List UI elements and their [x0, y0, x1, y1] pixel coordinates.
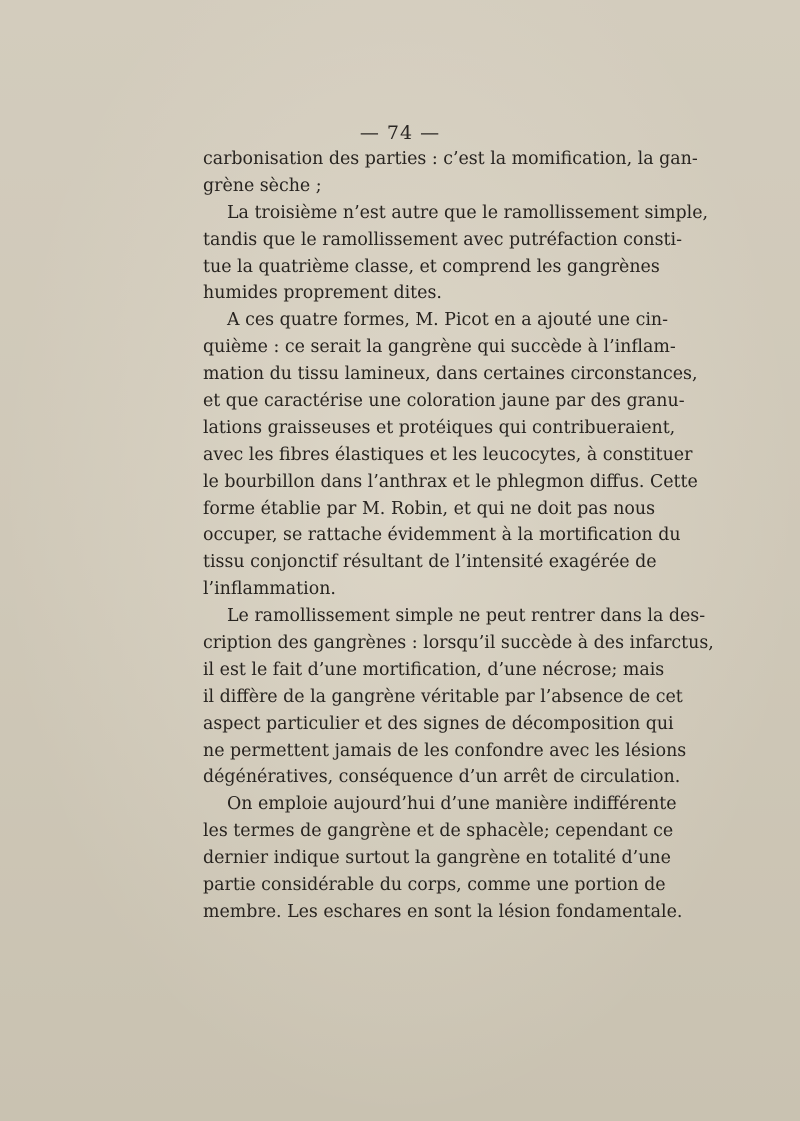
text-line: mation du tissu lamineux, dans certaines circonstances, — [203, 364, 698, 385]
text-line: ne permettent jamais de les confondre avec les lésions — [203, 740, 687, 761]
page-number: — 74 — — [359, 122, 441, 144]
text-line: occuper, se rattache évidemment à la mortification du — [203, 525, 681, 546]
text-line: On emploie aujourd’hui d’une manière indifférente — [227, 794, 677, 815]
text-line: grène sèche ; — [203, 175, 322, 196]
text-line: carbonisation des parties : c’est la momification, la gan- — [203, 149, 698, 169]
text-line: humides proprement dites. — [203, 283, 442, 304]
text-line: il est le fait d’une mortification, d’une nécrose; mais — [203, 659, 665, 680]
text-line: dégénératives, conséquence d’un arrêt de circulation. — [203, 767, 681, 788]
text-line: il diffère de la gangrène véritable par l’absence de cet — [203, 686, 683, 707]
text-line: dernier indique surtout la gangrène en totalité d’une — [203, 848, 671, 869]
text-line: et que caractérise une coloration jaune par des granu- — [203, 391, 685, 412]
text-line: membre. Les eschares en sont la lésion fondamentale. — [203, 901, 683, 922]
text-line: avec les fibres élastiques et les leucocytes, à constituer — [203, 444, 693, 465]
text-line: tissu conjonctif résultant de l’intensité exagérée de — [203, 552, 657, 573]
body-text — [203, 146, 714, 926]
text-line: aspect particulier et des signes de décomposition qui — [203, 713, 674, 734]
text-line: le bourbillon dans l’anthrax et le phlegmon diffus. Cette — [203, 471, 698, 492]
text-line: tue la quatrième classe, et comprend les gangrènes — [203, 256, 660, 277]
text-line: La troisième n’est autre que le ramollissement simple, — [227, 202, 709, 223]
text-line: Le ramollissement simple ne peut rentrer dans la des- — [227, 606, 706, 627]
text-line: forme établie par M. Robin, et qui ne doit pas nous — [203, 498, 655, 519]
text-line: partie considérable du corps, comme une portion de — [203, 875, 666, 896]
text-line: lations graisseuses et protéiques qui contribueraient, — [203, 417, 676, 438]
text-line: A ces quatre formes, M. Picot en a ajouté une cin- — [227, 310, 668, 331]
text-line: cription des gangrènes : lorsqu’il succède à des infarctus, — [203, 633, 714, 654]
text-line: tandis que le ramollissement avec putréfaction consti- — [203, 229, 682, 250]
text-line: l’inflammation. — [203, 579, 336, 600]
text-line: quième : ce serait la gangrène qui succède à l’inflam- — [203, 337, 676, 358]
text-line: les termes de gangrène et de sphacèle; cependant ce — [203, 821, 674, 842]
